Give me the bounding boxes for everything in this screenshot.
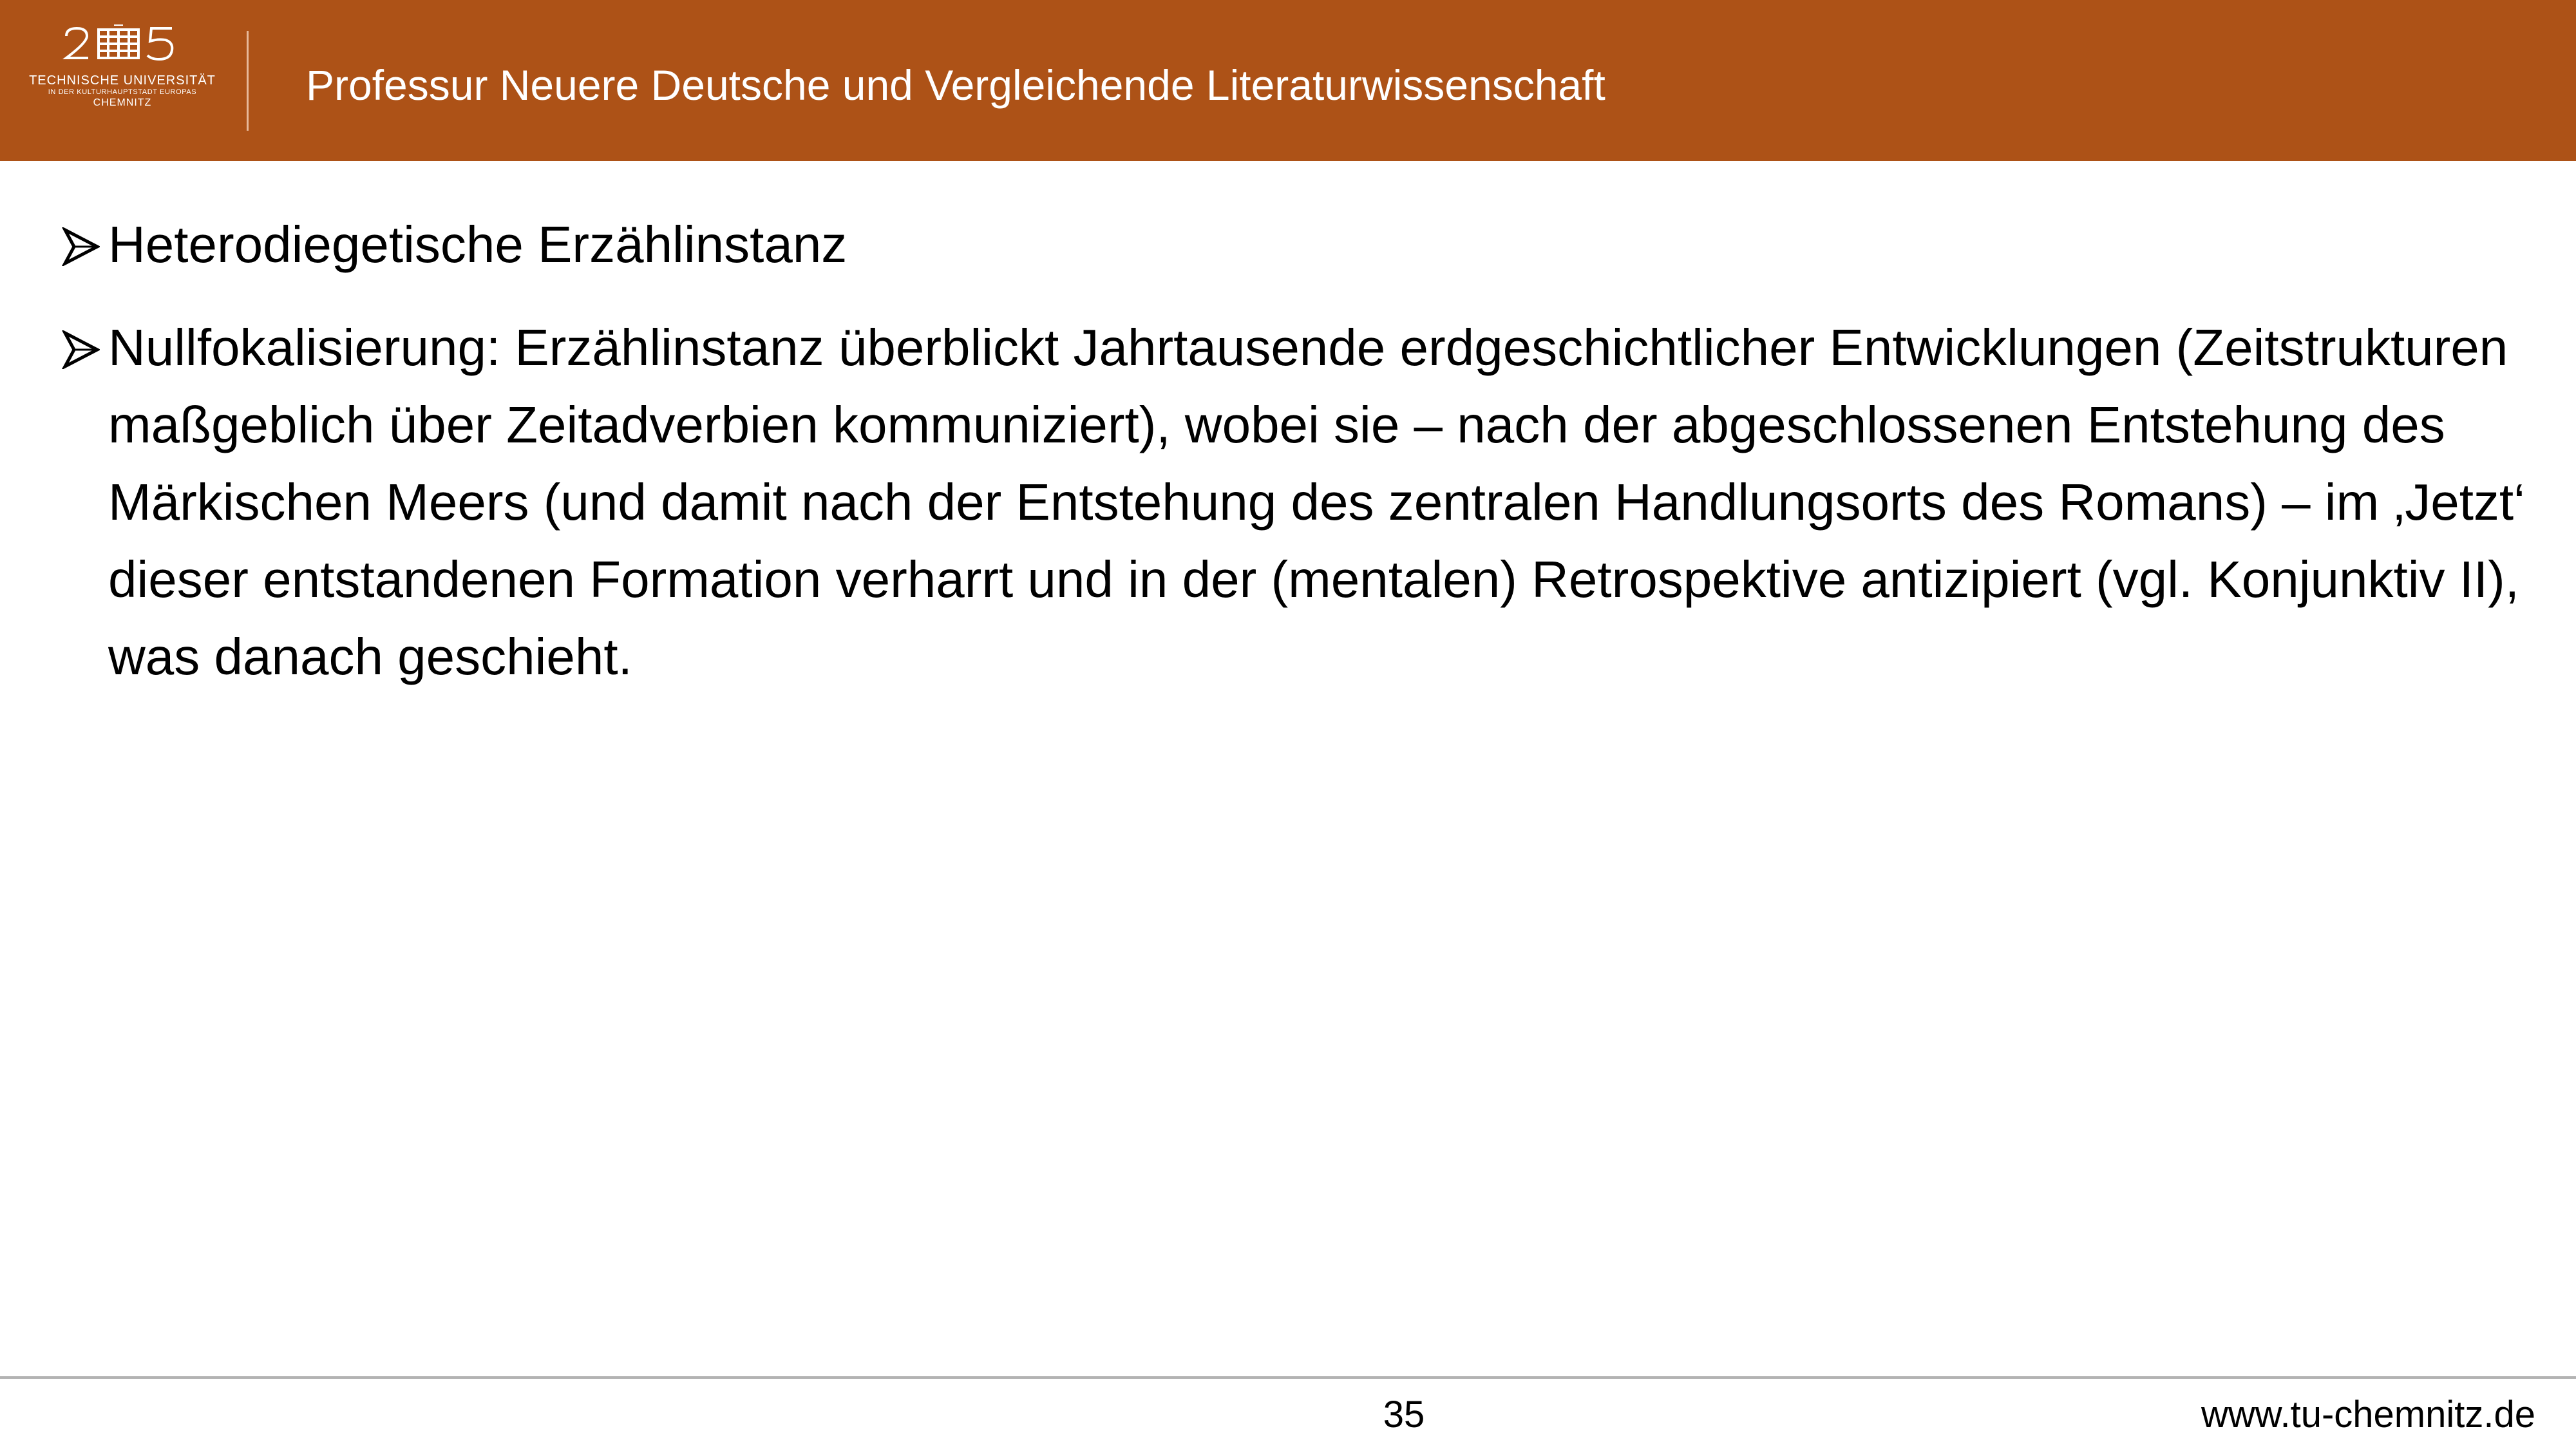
logo-line-city: CHEMNITZ xyxy=(93,97,152,108)
arrow-bullet-icon xyxy=(61,330,100,369)
header-divider xyxy=(247,31,249,131)
university-logo xyxy=(26,24,219,137)
bullet-text: Nullfokalisierung: Erzählinstanz überblickt Jahrtausende erdgeschichtlicher Entwicklungen (Zeitstrukturen maßgeblich über Zeitadverbien kommuniziert), wobei sie – nach der abgeschlossenen Entstehung des Märkischen Meers (und damit nach der Entstehung des zentralen Handlungsorts des Romans) – im ‚Jetzt‘ dieser entstandenen Formation verharrt und in der (mentalen) Retrospektive antizipiert (vgl. Konjunktiv II), was danach geschieht. xyxy=(108,319,2525,685)
bullet-item xyxy=(61,206,2547,283)
header-title: Professur Neuere Deutsche und Vergleichende Literaturwissenschaft xyxy=(306,61,1605,109)
header-bar xyxy=(0,0,2576,161)
bullet-text: Heterodiegetische Erzählinstanz xyxy=(108,216,848,273)
logo-line-subtitle: IN DER KULTURHAUPTSTADT EUROPAS xyxy=(48,88,197,96)
slide-content xyxy=(61,206,2547,721)
tu-chemnitz-logo-icon xyxy=(61,24,184,70)
bullet-item xyxy=(61,309,2547,696)
arrow-bullet-icon xyxy=(61,227,100,266)
footer-divider xyxy=(0,1376,2576,1379)
logo-line-university: TECHNISCHE UNIVERSITÄT xyxy=(29,73,216,88)
page-number: 35 xyxy=(1383,1394,1425,1435)
footer-url: www.tu-chemnitz.de xyxy=(2201,1394,2535,1435)
